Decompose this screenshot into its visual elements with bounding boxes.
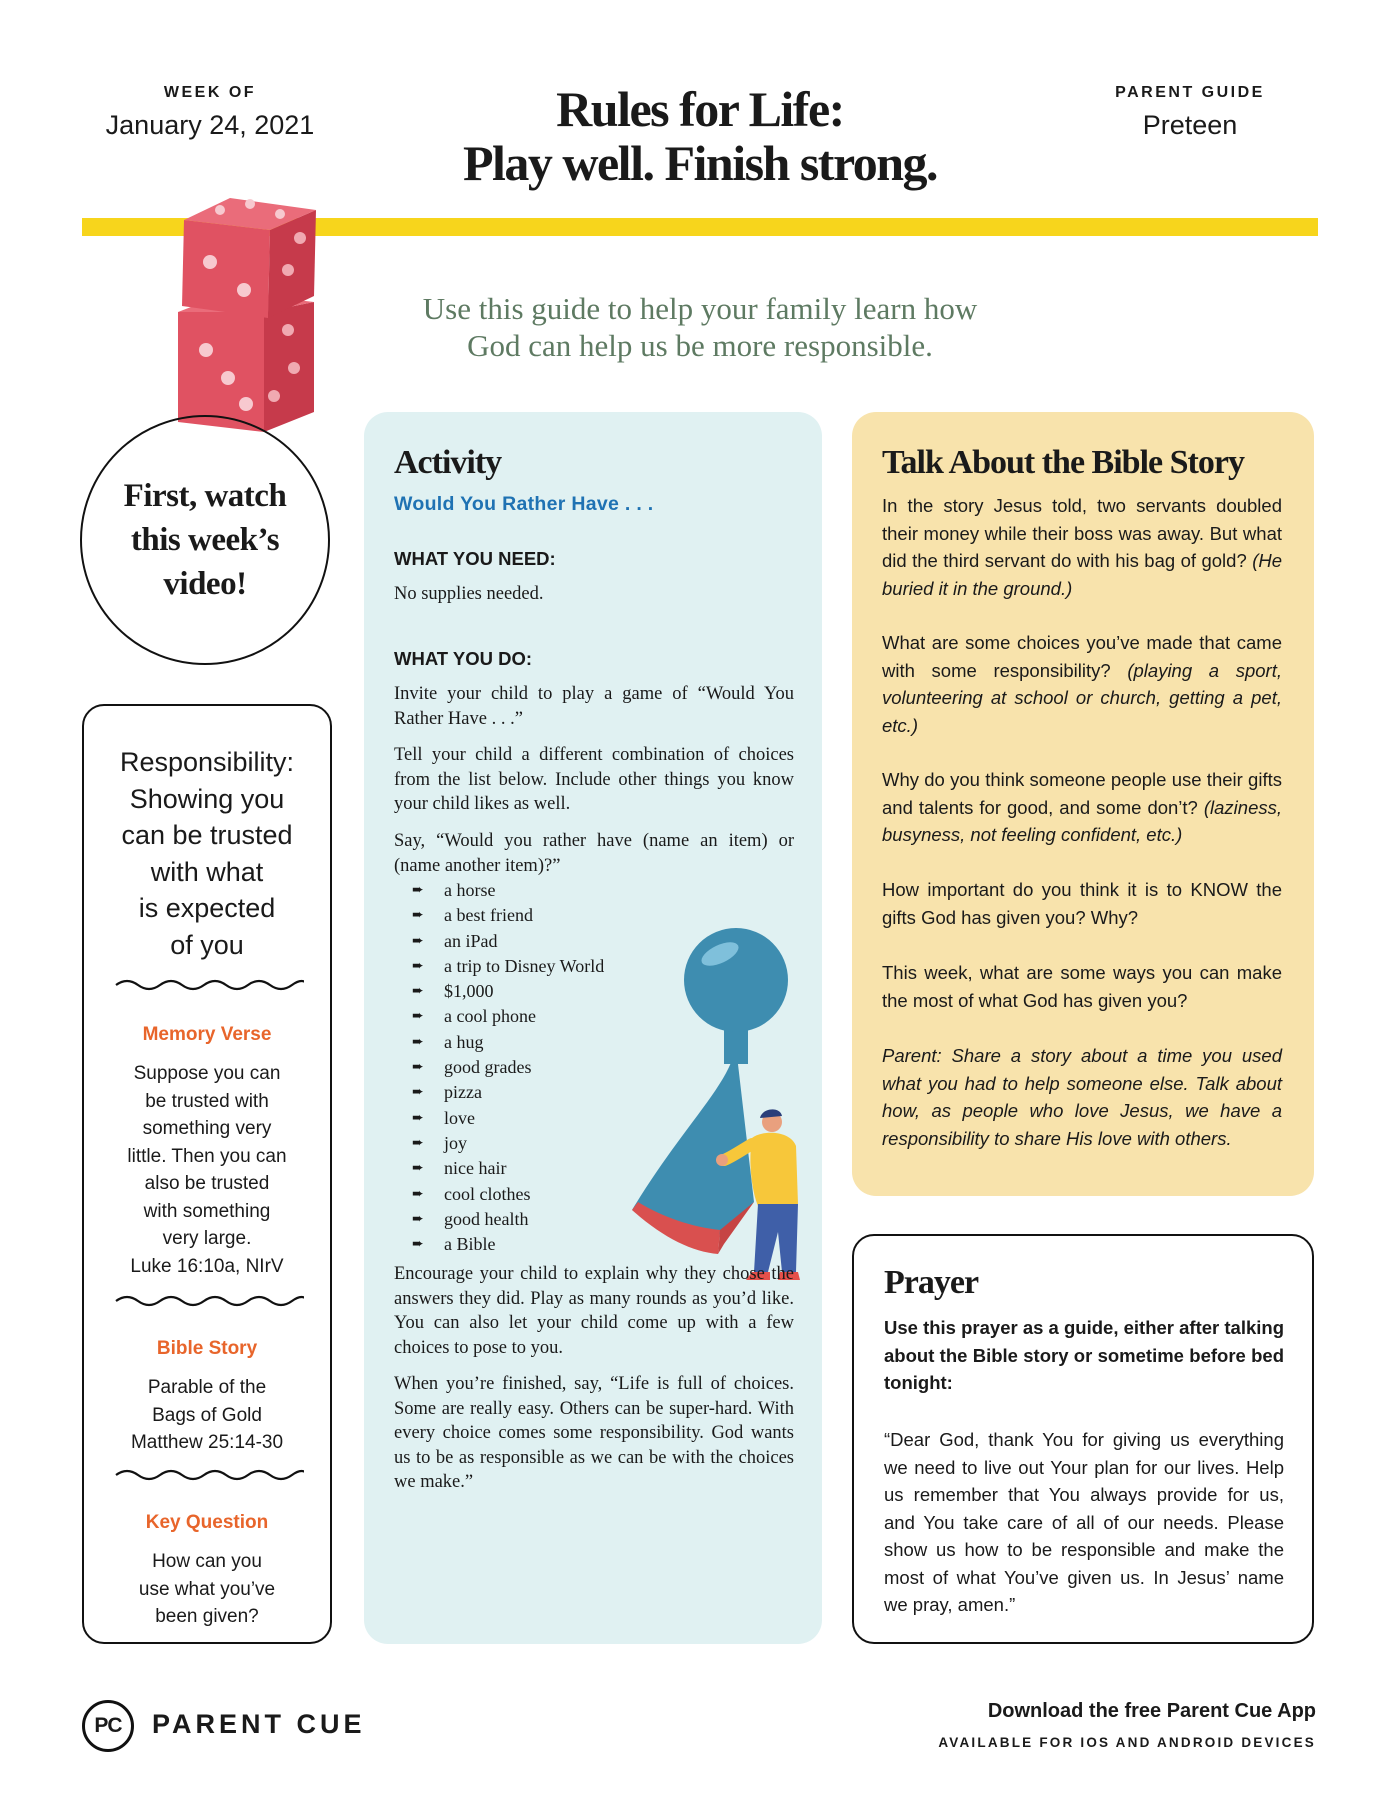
virtue-line: Showing you — [129, 783, 285, 814]
choice-text: a Bible — [444, 1234, 496, 1255]
parent-note: Parent: Share a story about a time you used what you had to help someone else. Talk about how, as people who love Jesus, we have a responsibility to share His love with others. — [882, 1045, 1282, 1149]
weekly-summary-box — [82, 704, 332, 1644]
bible-story-text — [84, 1374, 330, 1457]
activity-section — [364, 412, 822, 1644]
arrow-bullet-icon: ➨ — [412, 1110, 424, 1126]
choice-text: a horse — [444, 880, 496, 900]
watch-line-1: First, watch — [123, 478, 287, 514]
what-you-do-label: WHAT YOU DO: — [394, 648, 533, 669]
answer-hint: (He buried it in the ground.) — [882, 550, 1282, 599]
question-line: been given? — [155, 1606, 259, 1627]
answer-hint: (laziness, busyness, not feeling confident, etc.) — [882, 796, 1282, 845]
watch-line-2: this week’s — [130, 522, 280, 558]
verse-line: little. Then you can — [127, 1145, 287, 1167]
prayer-section — [852, 1234, 1314, 1644]
audience-label: Preteen — [1142, 110, 1238, 140]
choice-text: pizza — [444, 1082, 482, 1103]
virtue-line: can be trusted — [121, 820, 293, 850]
activity-step-3: Say, “Would you rather have (name an item) or (name another item)?” — [394, 831, 794, 876]
prayer-heading: Prayer — [884, 1264, 979, 1301]
memory-verse-text — [84, 1060, 330, 1280]
choice-text: cool clothes — [444, 1183, 531, 1204]
arrow-bullet-icon: ➨ — [412, 1186, 424, 1202]
choice-text: a best friend — [444, 905, 533, 926]
question-line: How can you — [152, 1551, 262, 1572]
intro-line-2: God can help us be more responsible. — [467, 328, 933, 363]
game-piece-character-illustration — [632, 912, 812, 1287]
arrow-bullet-icon: ➨ — [412, 958, 424, 974]
choice-text: nice hair — [444, 1158, 507, 1179]
arrow-bullet-icon: ➨ — [412, 933, 424, 949]
choice-text: joy — [444, 1132, 468, 1153]
arrow-bullet-icon: ➨ — [412, 1085, 424, 1101]
arrow-bullet-icon: ➨ — [412, 1161, 424, 1177]
discussion-question-3 — [882, 766, 1282, 849]
dice-illustration — [170, 190, 330, 435]
discussion-question-5: This week, what are some ways you can make the most of what God has given you? — [882, 962, 1282, 1011]
choice-text: a cool phone — [444, 1006, 536, 1027]
arrow-bullet-icon: ➨ — [412, 1211, 424, 1227]
activity-heading: Activity — [394, 444, 502, 481]
verse-line: Suppose you can — [133, 1063, 281, 1084]
choice-text: an iPad — [444, 930, 498, 951]
activity-step-5: When you’re finished, say, “Life is full of choices. Some are really easy. Others can be super-hard. With every choice comes some responsibility. God wants us to be as responsible as we can be with the choices we make.” — [394, 1374, 794, 1492]
prayer-intro: Use this prayer as a guide, either after talking about the Bible story or sometime before bed tonight: — [884, 1317, 1284, 1393]
verse-line: very large. — [162, 1228, 252, 1249]
choice-text: love — [444, 1107, 475, 1128]
choice-text: a trip to Disney World — [444, 955, 605, 976]
activity-step-4: Encourage your child to explain why they chose the answers they did. Play as many rounds as you’d like. You can also let your child come up with a few choices to pose to you. — [394, 1264, 794, 1358]
talk-about-bible-story-section — [852, 412, 1314, 1196]
arrow-bullet-icon: ➨ — [412, 1135, 424, 1151]
activity-step-1: Invite your child to play a game of “Would You Rather Have . . .” — [394, 684, 794, 729]
choice-text: good grades — [444, 1057, 532, 1078]
verse-line: also be trusted — [144, 1173, 270, 1194]
virtue-line: is expected — [138, 893, 276, 923]
arrow-bullet-icon: ➨ — [412, 908, 424, 924]
question-text: What are some choices you’ve made that came with some responsibility? — [882, 632, 1282, 681]
arrow-bullet-icon: ➨ — [412, 984, 424, 1000]
parent-cue-logo-text: PARENT CUE — [152, 1709, 366, 1739]
verse-reference: Luke 16:10a, NIrV — [130, 1255, 284, 1277]
parent-cue-logo-icon: PC — [82, 1700, 134, 1752]
download-app-platforms: AVAILABLE FOR IOS AND ANDROID DEVICES — [938, 1735, 1316, 1750]
what-you-need-label: WHAT YOU NEED: — [394, 548, 556, 569]
story-reference: Matthew 25:14-30 — [130, 1432, 284, 1453]
activity-subtitle: Would You Rather Have . . . — [394, 493, 654, 515]
week-date: January 24, 2021 — [105, 110, 315, 140]
arrow-bullet-icon: ➨ — [412, 1060, 424, 1076]
page-title-line-2: Play well. Finish strong. — [462, 135, 938, 191]
bible-story-heading: Bible Story — [156, 1338, 258, 1359]
answer-hint: (playing a sport, volunteering at school or church, getting a pet, etc.) — [882, 659, 1282, 736]
choice-text: $1,000 — [444, 981, 494, 1002]
arrow-bullet-icon: ➨ — [412, 1009, 424, 1025]
parent-guide-label: PARENT GUIDE — [1115, 84, 1265, 101]
what-you-need-text: No supplies needed. — [394, 584, 544, 604]
virtue-definition — [84, 744, 330, 963]
discussion-question-2 — [882, 629, 1282, 739]
key-question-text — [84, 1548, 330, 1631]
question-text: In the story Jesus told, two servants doubled their money while their boss was away. But what did the third servant do with his bag of gold? — [882, 495, 1282, 571]
story-line: Bags of Gold — [152, 1404, 262, 1426]
memory-verse-heading: Memory Verse — [142, 1024, 272, 1045]
discussion-question-1 — [882, 492, 1282, 602]
virtue-line: with what — [150, 856, 264, 887]
intro-text — [380, 290, 1020, 364]
choice-text: a hug — [444, 1031, 484, 1052]
arrow-bullet-icon: ➨ — [412, 1034, 424, 1050]
choice-item — [412, 878, 772, 903]
prayer-text: “Dear God, thank You for giving us everything we need to live out Your plan for our lives. Help us remember that You always provide for us, and You take care of all of our needs. Please show us how to be responsible and make the most of what You’ve given us. In Jesus’ name we pray, amen.” — [884, 1429, 1284, 1615]
question-text: Why do you think someone people use their gifts and talents for good, and some don’t? — [882, 769, 1282, 818]
verse-line: with something — [143, 1200, 271, 1222]
question-line: use what you’ve — [138, 1578, 276, 1600]
squiggle-divider — [114, 978, 304, 992]
squiggle-divider — [114, 1294, 304, 1308]
verse-line: something very — [142, 1118, 272, 1139]
choice-text: good health — [444, 1208, 529, 1229]
intro-line-1: Use this guide to help your family learn how — [422, 291, 978, 326]
key-question-heading: Key Question — [145, 1512, 269, 1533]
activity-step-2: Tell your child a different combination of choices from the list below. Include other things you know your child likes as well. — [394, 745, 794, 814]
discussion-question-4: How important do you think it is to KNOW the gifts God has given you? Why? — [882, 879, 1282, 928]
squiggle-divider — [114, 1468, 304, 1482]
arrow-bullet-icon: ➨ — [412, 883, 424, 898]
virtue-line: Responsibility: — [119, 747, 295, 777]
download-app-link[interactable]: Download the free Parent Cue App — [987, 1700, 1316, 1722]
talk-heading: Talk About the Bible Story — [882, 444, 1244, 481]
virtue-line: of you — [170, 929, 244, 960]
verse-line: be trusted with — [145, 1090, 269, 1112]
watch-video-callout — [80, 415, 330, 665]
arrow-bullet-icon: ➨ — [412, 1237, 424, 1253]
week-of-label: WEEK OF — [163, 84, 257, 101]
page-title-line-1: Rules for Life: — [556, 81, 844, 137]
watch-line-3: video! — [163, 566, 247, 602]
story-line: Parable of the — [147, 1377, 267, 1398]
